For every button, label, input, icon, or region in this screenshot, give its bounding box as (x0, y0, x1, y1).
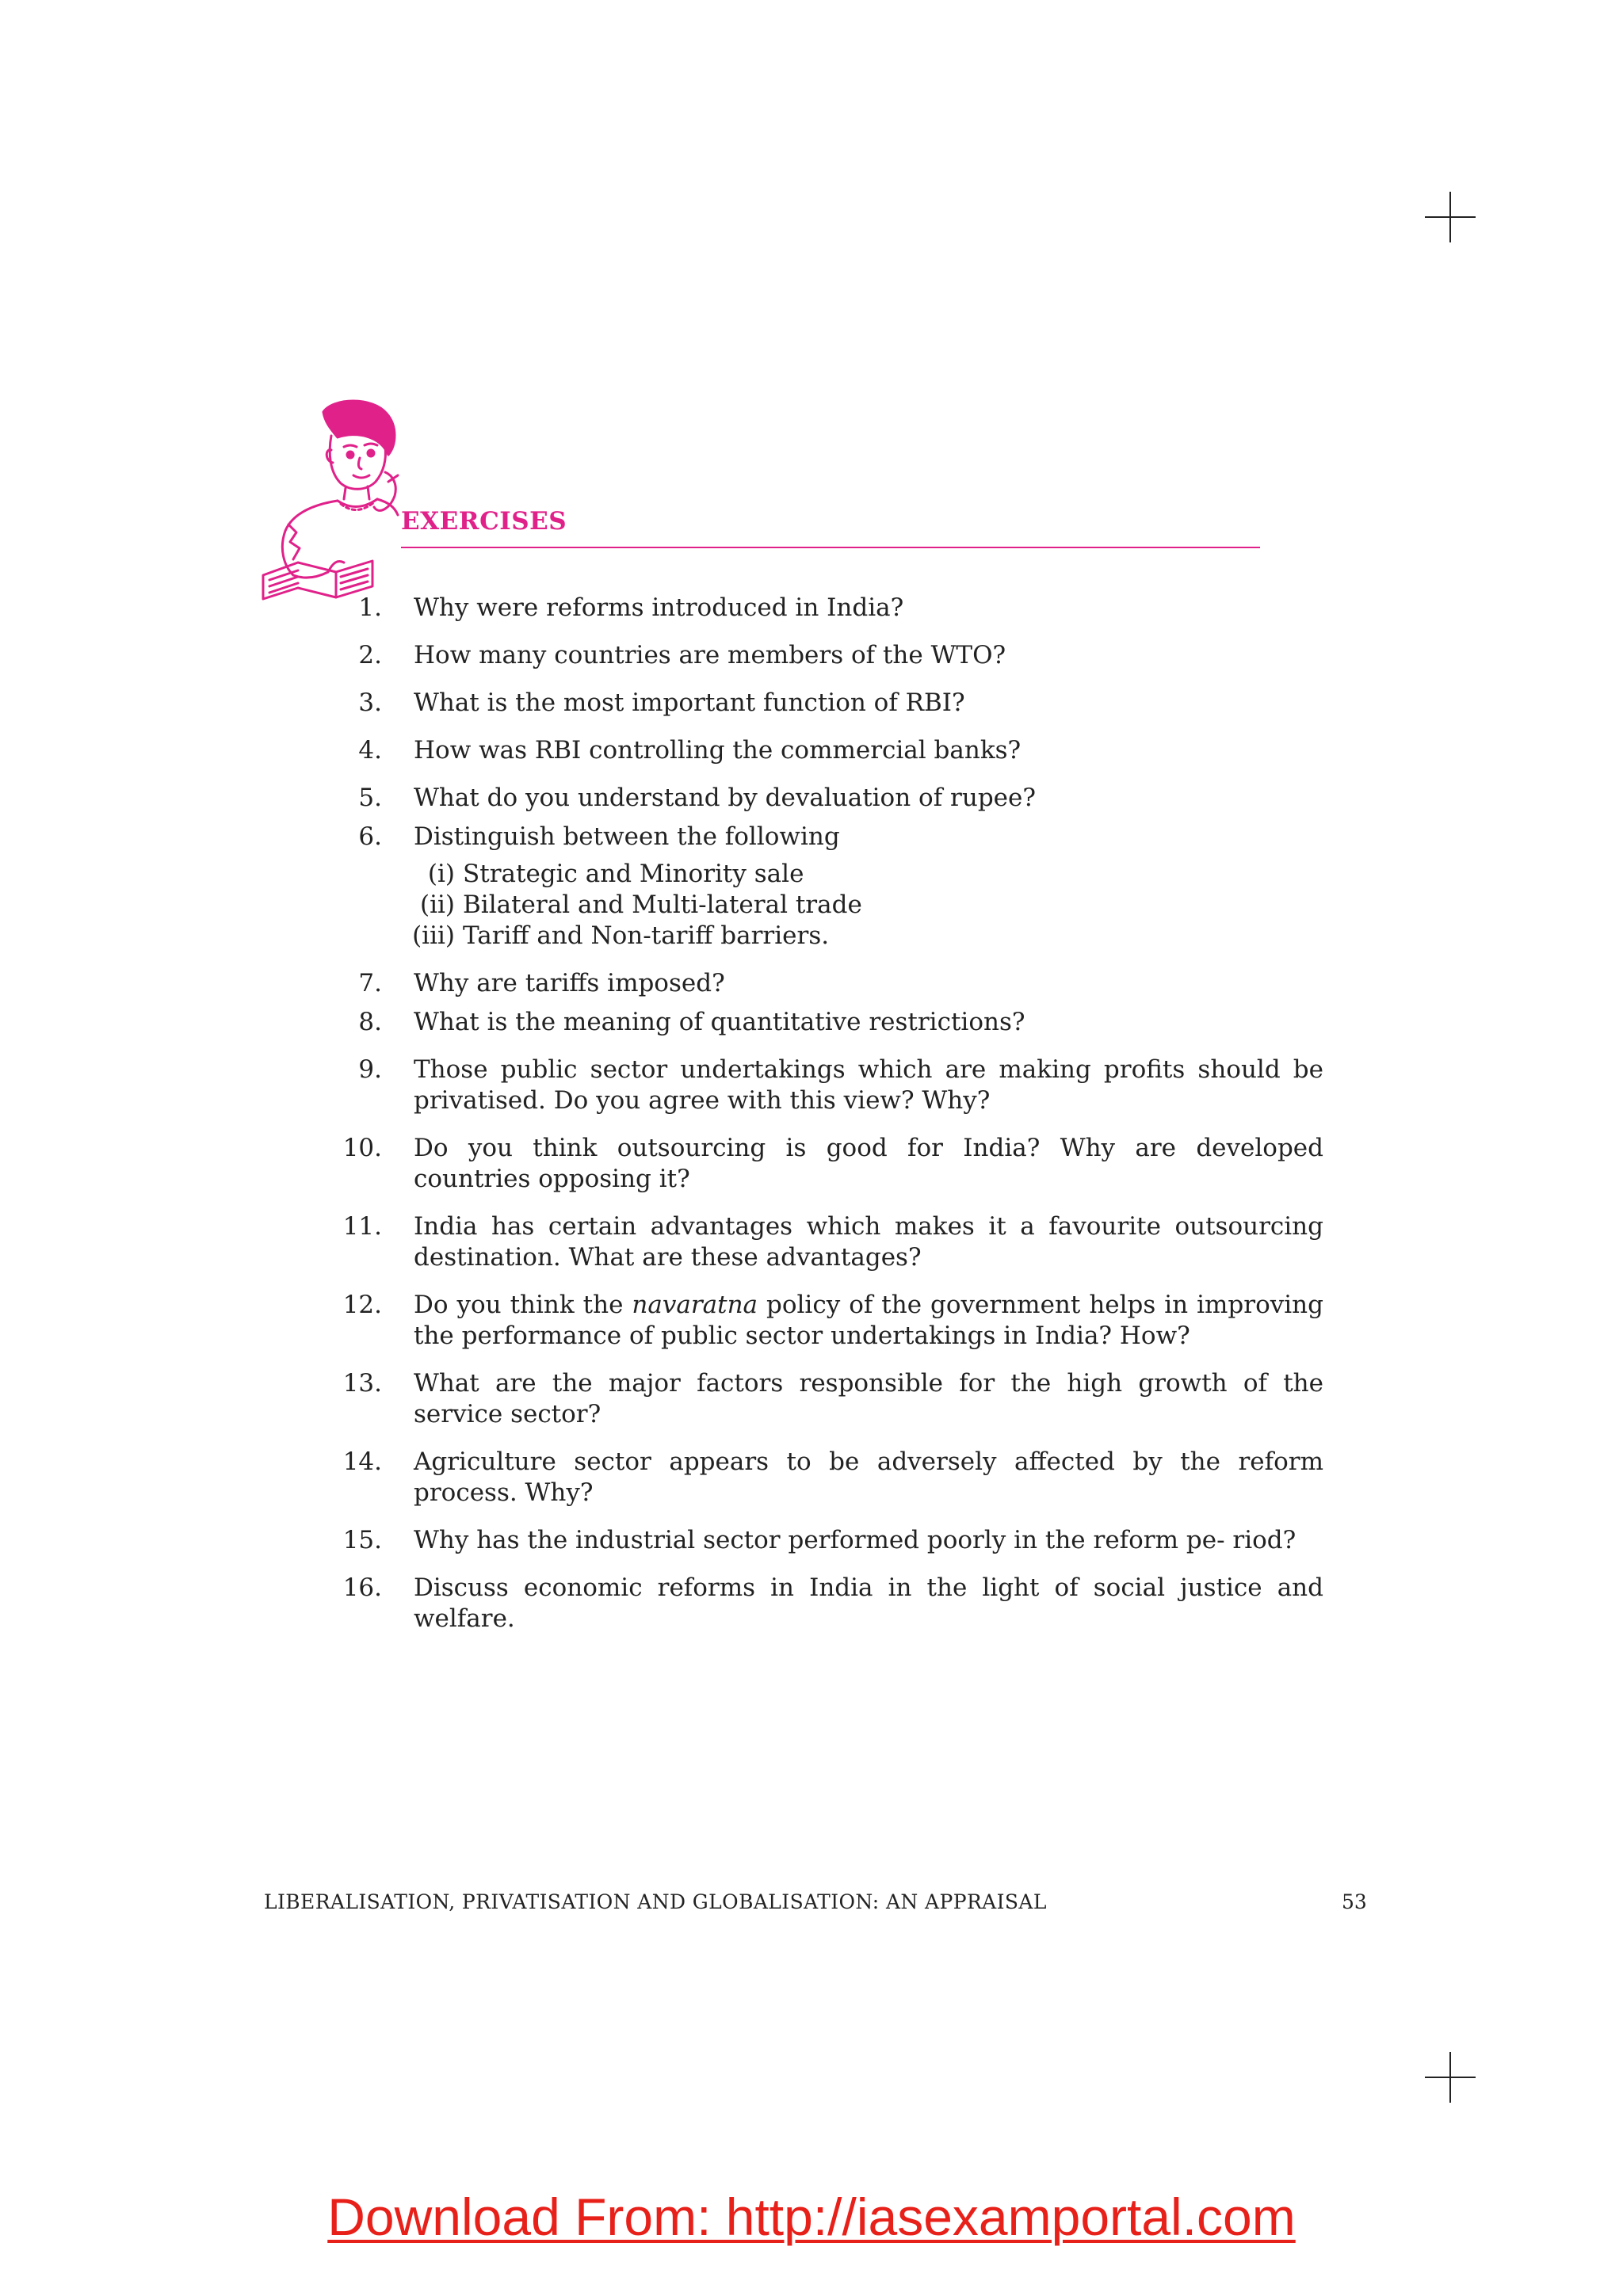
exercise-item (325, 1133, 1323, 1195)
exercise-text: Why has the industrial sector performed poorly in the reform pe- riod? (414, 1526, 1296, 1554)
exercise-item (325, 735, 1323, 766)
exercise-number: 9. (358, 1055, 382, 1084)
exercise-text: How many countries are members of the WTO? (414, 641, 1006, 669)
exercise-number: 14. (342, 1447, 382, 1476)
section-title: EXERCISES (401, 507, 567, 536)
sub-item (414, 890, 1323, 921)
exercise-text: Agriculture sector appears to be adversely affected by the reform process. Why? (414, 1447, 1323, 1507)
exercise-item (325, 1055, 1323, 1116)
exercise-number: 12. (342, 1291, 382, 1319)
exercise-item (325, 1447, 1323, 1508)
exercise-item (325, 822, 1323, 952)
sub-item-number: (iii) (412, 921, 455, 950)
exercise-item (325, 1290, 1323, 1352)
exercise-list (325, 593, 1323, 1651)
exercise-item (325, 640, 1323, 671)
exercise-text: Why were reforms introduced in India? (414, 593, 904, 622)
exercise-text: How was RBI controlling the commercial banks? (414, 736, 1022, 765)
exercise-sublist (414, 859, 1323, 952)
exercise-number: 11. (342, 1212, 382, 1241)
exercise-number: 5. (358, 784, 382, 812)
title-rule (401, 547, 1260, 548)
sub-item (414, 859, 1323, 890)
exercise-item (325, 593, 1323, 624)
exercise-text: What are the major factors responsible for the high growth of the service sector? (414, 1369, 1323, 1428)
exercise-item (325, 1007, 1323, 1038)
page-number: 53 (1342, 1890, 1367, 1913)
exercise-item (325, 688, 1323, 719)
exercise-number: 13. (342, 1369, 382, 1398)
exercise-item (325, 1211, 1323, 1273)
exercise-number: 6. (358, 822, 382, 851)
exercise-text-before: Do you think the (414, 1291, 632, 1319)
exercise-text: What is the meaning of quantitative restrictions? (414, 1008, 1025, 1036)
sub-item-number: (ii) (419, 891, 455, 919)
exercise-number: 16. (342, 1573, 382, 1602)
sub-item-number: (i) (427, 860, 455, 888)
download-link[interactable]: Download From: http://iasexamportal.com (327, 2187, 1296, 2246)
exercise-text: What do you understand by devaluation of rupee? (414, 784, 1036, 812)
exercise-text: Do you think outsourcing is good for India? Why are developed countries opposing it? (414, 1134, 1323, 1193)
exercise-number: 3. (358, 688, 382, 717)
exercise-number: 8. (358, 1008, 382, 1036)
exercise-number: 15. (342, 1526, 382, 1554)
exercise-text: Discuss economic reforms in India in the light of social justice and welfare. (414, 1573, 1323, 1633)
exercise-text (414, 1291, 1323, 1350)
sub-item-text: Tariff and Non-tariff barriers. (463, 921, 830, 950)
sub-item-text: Strategic and Minority sale (463, 860, 804, 888)
footer-chapter-title: LIBERALISATION, PRIVATISATION AND GLOBALISATION: AN APPRAISAL (264, 1890, 1047, 1913)
exercise-item (325, 783, 1323, 814)
exercise-text: What is the most important function of RBI? (414, 688, 965, 717)
exercise-item (325, 968, 1323, 999)
student-mascot-illustration (262, 396, 408, 602)
exercise-text: Those public sector undertakings which are making profits should be privatised. Do you agree with this view? Why? (414, 1055, 1323, 1115)
exercise-number: 4. (358, 736, 382, 765)
exercise-text-after: policy of the government helps in improving the performance of public sector undertakings in India? How? (414, 1291, 1323, 1350)
sub-item (414, 921, 1323, 952)
exercise-number: 10. (342, 1134, 382, 1162)
sub-item-text: Bilateral and Multi-lateral trade (463, 891, 862, 919)
exercise-item (325, 1525, 1323, 1556)
exercise-number: 2. (358, 641, 382, 669)
exercises-header (262, 396, 1260, 602)
crop-mark-top (1425, 192, 1476, 242)
exercise-number: 7. (358, 969, 382, 997)
exercise-text: Distinguish between the following (414, 822, 840, 851)
exercise-text-italic: navaratna (632, 1291, 758, 1319)
exercise-text: India has certain advantages which makes it a favourite outsourcing destination. What are these advantages? (414, 1212, 1323, 1272)
crop-mark-bottom (1425, 2052, 1476, 2103)
exercise-text: Why are tariffs imposed? (414, 969, 725, 997)
exercise-number: 1. (358, 593, 382, 622)
exercise-item (325, 1573, 1323, 1634)
exercise-item (325, 1368, 1323, 1430)
